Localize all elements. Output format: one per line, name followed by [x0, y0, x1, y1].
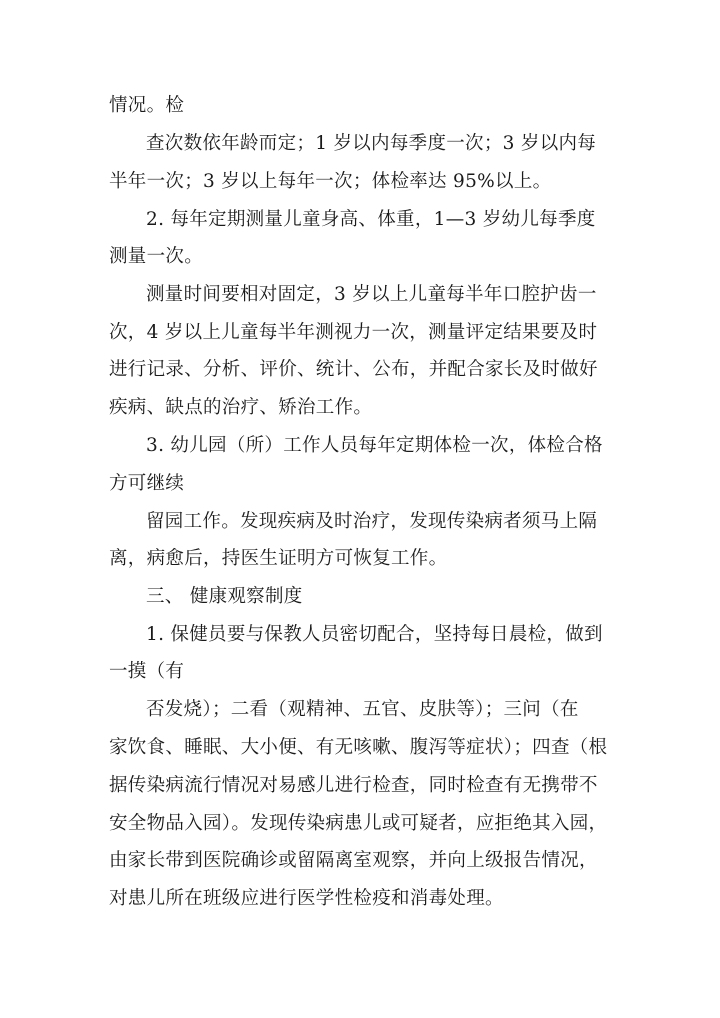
- text-line: 据传染病流行情况对易感儿进行检查，同时检查有无携带不: [109, 775, 598, 796]
- text-line: 否发烧）；二看（观精神、五官、皮肤等）；三问（在: [146, 699, 579, 720]
- text-line: 查次数依年龄而定；1 岁以内每季度一次；3 岁以内每: [146, 133, 597, 154]
- text-line: 情况。检: [109, 95, 185, 116]
- text-line: 测量时间要相对固定，3 岁以上儿童每半年口腔护齿一: [146, 284, 597, 305]
- text-line: 由家长带到医院确诊或留隔离室观察，并向上级报告情况，: [109, 850, 598, 871]
- text-line: 安全物品入园）。发现传染病患儿或可疑者，应拒绝其入园，: [109, 813, 608, 834]
- text-line: 疾病、缺点的治疗、矫治工作。: [109, 397, 373, 418]
- text-line: 留园工作。发现疾病及时治疗，发现传染病者须马上隔: [146, 511, 598, 532]
- text-line: 家饮食、睡眠、大小便、有无咳嗽、腹泻等症状）；四查（根: [109, 737, 608, 758]
- text-line: 2. 每年定期测量儿童身高、体重，1—3 岁幼儿每季度: [146, 209, 596, 230]
- section-heading: 三、 健康观察制度: [146, 586, 303, 607]
- text-line: 方可继续: [109, 473, 185, 494]
- text-line: 测量一次。: [109, 246, 204, 267]
- text-line: 一摸（有: [109, 661, 185, 682]
- text-line: 进行记录、分析、评价、统计、公布，并配合家长及时做好: [109, 359, 598, 380]
- text-line: 对患儿所在班级应进行医学性检疫和消毒处理。: [109, 888, 504, 909]
- text-line: 次，4 岁以上儿童每半年测视力一次，测量评定结果要及时: [109, 322, 598, 343]
- text-line: 半年一次；3 岁以上每年一次；体检率达 95%以上。: [109, 171, 552, 192]
- text-line: 1. 保健员要与保教人员密切配合，坚持每日晨检，做到: [146, 624, 603, 645]
- text-line: 3. 幼儿园（所）工作人员每年定期体检一次，体检合格: [146, 435, 603, 456]
- text-line: 离，病愈后，持医生证明方可恢复工作。: [109, 548, 448, 569]
